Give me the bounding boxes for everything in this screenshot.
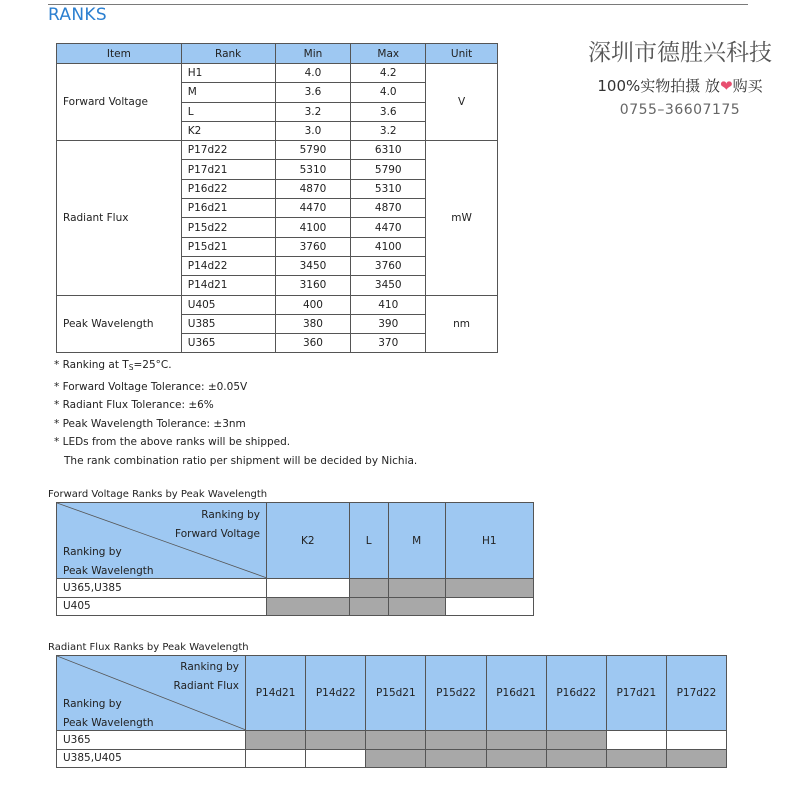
max-value: 5310 <box>351 179 426 198</box>
corner-bottom-line: Peak Wavelength <box>63 565 154 577</box>
combo-cell-shaded <box>546 749 606 768</box>
combo-cell-empty <box>445 597 533 616</box>
rank-code: P14d21 <box>181 276 275 295</box>
rank-code: K2 <box>181 121 275 140</box>
max-value: 4870 <box>351 199 426 218</box>
rf-col-header: P17d21 <box>606 656 666 731</box>
min-value: 3160 <box>275 276 351 295</box>
combo-cell-shaded <box>486 749 546 768</box>
combo-cell-shaded <box>306 731 366 750</box>
combo-row <box>57 579 534 598</box>
combo-row-label: U365,U385 <box>57 579 267 598</box>
rf-col-header: P14d22 <box>306 656 366 731</box>
watermark-slogan-right: 购买 <box>732 77 763 95</box>
max-value: 4100 <box>351 237 426 256</box>
fv-combo-header <box>57 503 534 579</box>
min-value: 5310 <box>275 160 351 179</box>
note-fv-tolerance: * Forward Voltage Tolerance: ±0.05V <box>54 380 248 393</box>
corner-bottom-line: Ranking by <box>63 698 122 710</box>
min-value: 4100 <box>275 218 351 237</box>
max-value: 4.0 <box>351 83 426 102</box>
combo-row <box>57 731 727 750</box>
combo-row-label: U405 <box>57 597 267 616</box>
notes <box>54 356 417 470</box>
rank-code: L <box>181 102 275 121</box>
watermark-phone: 0755–36607175 <box>619 102 741 118</box>
corner-bottom-line: Ranking by <box>63 546 122 558</box>
max-value: 410 <box>351 295 426 314</box>
header-rule <box>48 4 748 5</box>
rf-combo-header <box>57 656 727 731</box>
combo-cell-shaded <box>666 749 726 768</box>
note-ranking-sub: S <box>128 363 134 372</box>
combo-cell-empty <box>666 731 726 750</box>
combo-row-label: U385,U405 <box>57 749 246 768</box>
rank-code: P14d22 <box>181 256 275 275</box>
corner-top-line: Ranking by <box>201 509 260 521</box>
rf-col-header: P16d21 <box>486 656 546 731</box>
col-header: Max <box>351 44 426 64</box>
rank-code: H1 <box>181 64 275 83</box>
corner-top-line: Forward Voltage <box>175 528 260 540</box>
corner-bottom-line: Peak Wavelength <box>63 717 154 729</box>
col-header: Rank <box>181 44 275 64</box>
col-header: Unit <box>426 44 498 64</box>
min-value: 3.2 <box>275 102 351 121</box>
fv-col-header: K2 <box>267 503 350 579</box>
note-ratio: The rank combination ratio per shipment will be decided by Nichia. <box>64 454 418 467</box>
fv-combo-corner <box>57 503 267 579</box>
max-value: 3760 <box>351 256 426 275</box>
fv-corner-top <box>175 506 260 544</box>
combo-cell-empty <box>306 749 366 768</box>
min-value: 4870 <box>275 179 351 198</box>
rank-code: U405 <box>181 295 275 314</box>
note-shipped: * LEDs from the above ranks will be shipped. <box>54 436 291 448</box>
combo-cell-shaded <box>388 579 445 598</box>
table-row <box>57 141 498 160</box>
combo-cell-empty <box>246 749 306 768</box>
max-value: 5790 <box>351 160 426 179</box>
rank-table-header <box>57 44 498 64</box>
fv-col-header: M <box>388 503 445 579</box>
rank-code: P15d21 <box>181 237 275 256</box>
section-title: RANKS <box>48 5 107 25</box>
combo-cell-shaded <box>349 597 388 616</box>
watermark-slogan-left: 100%实物拍摄 放 <box>597 77 721 95</box>
rank-code: P16d21 <box>181 199 275 218</box>
rank-code: M <box>181 83 275 102</box>
corner-top-line: Ranking by <box>180 661 239 673</box>
rf-corner-top <box>174 658 239 696</box>
min-value: 5790 <box>275 141 351 160</box>
rf-col-header: P15d22 <box>426 656 486 731</box>
min-value: 380 <box>275 314 351 333</box>
note-rf-tolerance: * Radiant Flux Tolerance: ±6% <box>54 399 214 411</box>
col-header: Min <box>275 44 351 64</box>
combo-cell-shaded <box>486 731 546 750</box>
rf-corner-bottom <box>63 695 154 733</box>
fv-combo-caption: Forward Voltage Ranks by Peak Wavelength <box>48 489 268 500</box>
combo-cell-shaded <box>426 749 486 768</box>
unit: V <box>426 64 498 141</box>
combo-cell-shaded <box>606 749 666 768</box>
fv-combo-table <box>56 502 534 616</box>
item-name: Radiant Flux <box>57 141 182 295</box>
watermark <box>560 34 800 118</box>
rank-table-body <box>57 64 498 353</box>
corner-top-line: Radiant Flux <box>173 680 239 692</box>
min-value: 400 <box>275 295 351 314</box>
combo-cell-shaded <box>426 731 486 750</box>
max-value: 4.2 <box>351 64 426 83</box>
item-name: Peak Wavelength <box>57 295 182 353</box>
combo-cell-shaded <box>546 731 606 750</box>
fv-col-header: H1 <box>445 503 533 579</box>
max-value: 3.2 <box>351 121 426 140</box>
note-ranking-prefix: * Ranking at T <box>54 359 129 371</box>
note-pw-tolerance: * Peak Wavelength Tolerance: ±3nm <box>54 417 246 430</box>
combo-row <box>57 749 727 768</box>
rf-combo-caption: Radiant Flux Ranks by Peak Wavelength <box>48 642 249 653</box>
combo-cell-empty <box>267 579 350 598</box>
combo-cell-empty <box>606 731 666 750</box>
note-ranking <box>54 356 417 378</box>
item-name: Forward Voltage <box>57 64 182 141</box>
rf-combo-corner <box>57 656 246 731</box>
min-value: 3.6 <box>275 83 351 102</box>
combo-cell-shaded <box>366 749 426 768</box>
rf-combo-table <box>56 655 727 768</box>
watermark-company: 深圳市德胜兴科技 <box>588 40 772 66</box>
combo-cell-shaded <box>349 579 388 598</box>
max-value: 3.6 <box>351 102 426 121</box>
max-value: 390 <box>351 314 426 333</box>
max-value: 4470 <box>351 218 426 237</box>
min-value: 3760 <box>275 237 351 256</box>
col-header: Item <box>57 44 182 64</box>
table-row <box>57 295 498 314</box>
rf-col-header: P17d22 <box>666 656 726 731</box>
rf-col-header: P14d21 <box>246 656 306 731</box>
min-value: 4470 <box>275 199 351 218</box>
combo-cell-shaded <box>366 731 426 750</box>
rank-code: P15d22 <box>181 218 275 237</box>
max-value: 3450 <box>351 276 426 295</box>
min-value: 360 <box>275 334 351 353</box>
rank-table <box>56 43 498 353</box>
note-ranking-suffix: =25°C. <box>133 359 172 371</box>
rank-code: P17d22 <box>181 141 275 160</box>
rank-code: U365 <box>181 334 275 353</box>
combo-cell-shaded <box>388 597 445 616</box>
combo-row-label: U365 <box>57 731 246 750</box>
min-value: 3450 <box>275 256 351 275</box>
table-row <box>57 64 498 83</box>
combo-cell-shaded <box>246 731 306 750</box>
rank-code: P17d21 <box>181 160 275 179</box>
rank-code: U385 <box>181 314 275 333</box>
rf-col-header: P16d22 <box>546 656 606 731</box>
min-value: 3.0 <box>275 121 351 140</box>
heart-icon: ❤ <box>720 77 733 95</box>
rank-code: P16d22 <box>181 179 275 198</box>
unit: mW <box>426 141 498 295</box>
rf-col-header: P15d21 <box>366 656 426 731</box>
combo-row <box>57 597 534 616</box>
min-value: 4.0 <box>275 64 351 83</box>
watermark-slogan <box>560 75 800 96</box>
unit: nm <box>426 295 498 353</box>
fv-corner-bottom <box>63 543 154 581</box>
fv-col-header: L <box>349 503 388 579</box>
combo-cell-shaded <box>445 579 533 598</box>
max-value: 370 <box>351 334 426 353</box>
max-value: 6310 <box>351 141 426 160</box>
combo-cell-shaded <box>267 597 350 616</box>
